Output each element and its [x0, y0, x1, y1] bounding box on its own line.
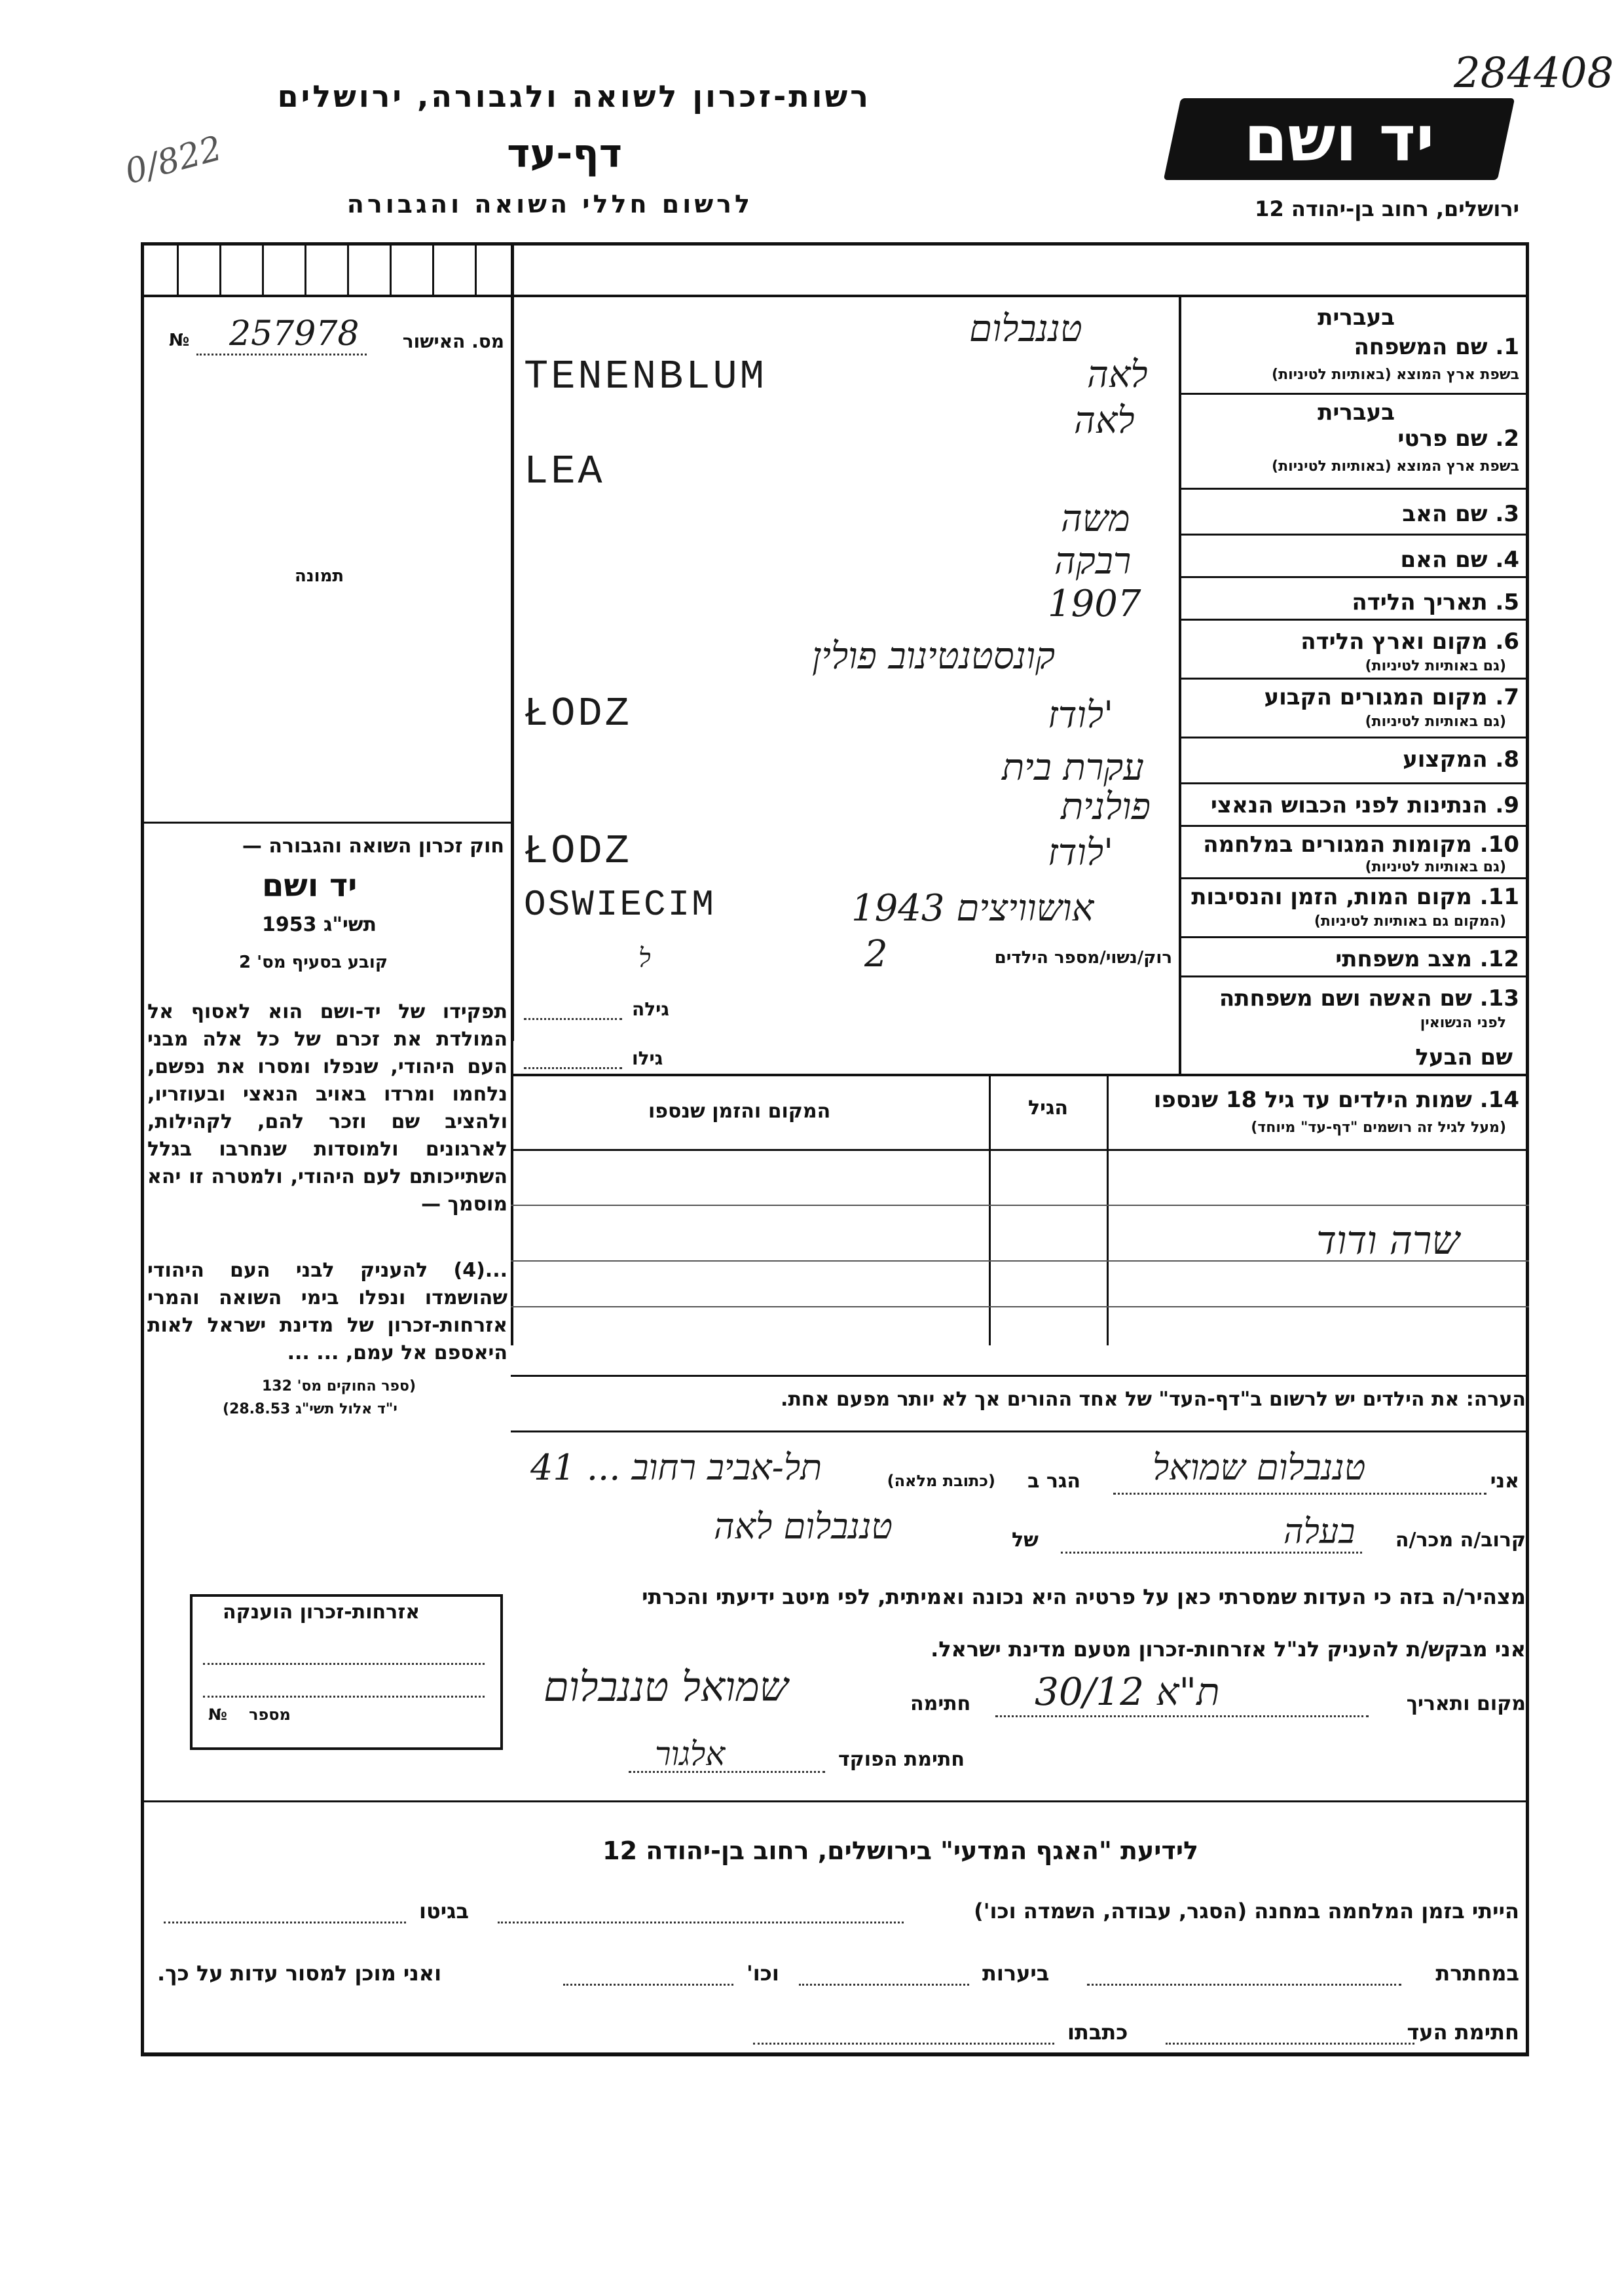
box-divider: [177, 242, 179, 295]
decl-of: של: [1012, 1529, 1039, 1552]
left-panel-divider: [511, 242, 514, 1041]
row-separator: [1179, 737, 1529, 738]
field-10-latin-value: ŁODZ: [524, 828, 632, 875]
place-date-value: ת"א 30/12: [1035, 1669, 1220, 1714]
victim-name-repeat: טננבלום לאה: [714, 1506, 893, 1547]
relation-dotline: [1061, 1552, 1362, 1554]
witness-address-dotline: [753, 2043, 1054, 2045]
row-separator: [1179, 678, 1529, 680]
children-left-border: [511, 1038, 513, 1345]
field-3-label: 3. שם האב: [1402, 501, 1519, 527]
field-12-options: רוק/נשוי/מספר הילדים: [994, 948, 1172, 968]
field-1-sublabel: בשפת ארץ המוצא (באותיות לטיניות): [1272, 367, 1519, 383]
children-col-divider: [989, 1074, 991, 1345]
officer-signature-label: חתימת הפוקד: [838, 1748, 965, 1771]
declarant-relation: בעלה: [1283, 1512, 1356, 1552]
field-6-label: 6. מקום וארץ הלידה: [1301, 629, 1519, 655]
field-11-value: אושוויצים 1943: [851, 887, 1094, 930]
approval-dotline: [196, 354, 367, 355]
frame-left: [141, 242, 144, 2056]
box-divider: [304, 242, 306, 295]
field-5-value: 1907: [1048, 583, 1141, 625]
law-text: תפקידו של יד-ושם הוא לאסוף אל המולדת את זכרם של כל אלה מבני העם היהודי, שנפלו ומסרו את נפשם, נלחמו ומרדו באויב הנאצי ובעוזריו, ולהציב שם וזכר להם, לקהילות, לארגונים ולמוסדות שנחרבו בגלל השתייכותם לעם היהודי, ולמטרה זו יהא מוסמך —: [147, 1000, 507, 1216]
row-separator: [1179, 393, 1529, 395]
husband-label: שם הבעל: [1415, 1044, 1513, 1070]
footer-forests-dotline: [799, 1984, 969, 1986]
law-text-2: ...(4) להעניק לבני העם היהודי שהושמדו ונפלו בימי השואה והמרי אזרחות-זכרון של מדינת ישראל לאות היאספם אל עמם, ... ...: [147, 1259, 507, 1364]
citizenship-number-sign: №: [208, 1705, 227, 1724]
law-title: חוק זכרון השואה והגבורה —: [242, 835, 504, 858]
box-divider: [262, 242, 264, 295]
hebrew-label-2: בעברית: [1318, 399, 1395, 426]
note-text: הערה: את הילדים יש לרשום ב"דף-העד" של אחד ההורים אך לא יותר מפעם אחת.: [781, 1388, 1526, 1411]
field-2-hebrew-value: לאה: [1074, 399, 1135, 442]
field-12-value: 2: [864, 933, 888, 975]
field-9-label: 9. הנתינות לפני הכבוש הנאצי: [1210, 792, 1519, 818]
children-col-place: המקום והזמן שנספו: [648, 1100, 831, 1123]
footer-etc-dotline: [563, 1984, 733, 1986]
decl-relation-label: קרוב/ה מכר/ה: [1395, 1529, 1526, 1552]
field-10-label: 10. מקומות המגורים במלחמה: [1203, 831, 1519, 858]
law-clause: קובע בסעיף מס' 2: [239, 953, 388, 972]
decl-statement: מצהיר/ה בזה כי העדות שמסרתי כאן על פרטיה היא נכונה ואמיתית, לפי מיטב ידיעתי והכרתי: [642, 1584, 1526, 1609]
row-separator: [1179, 975, 1529, 977]
declarant-name-dotline: [1113, 1493, 1486, 1495]
field-3-value: משה: [1061, 498, 1130, 540]
approval-number-sign: №: [169, 331, 190, 350]
field-12-label: 12. מצב משפחתי: [1335, 946, 1519, 972]
wife-age-label: גילה: [632, 998, 669, 1020]
box-divider: [347, 242, 349, 295]
decl-i: אני: [1490, 1470, 1519, 1493]
law-name: יד ושם: [262, 867, 358, 904]
field-2-sublabel: בשפת ארץ המוצא (באותיות לטיניות): [1272, 458, 1519, 475]
footer-underground-dotline: [1087, 1984, 1401, 1986]
box-divider: [432, 242, 434, 295]
decl-request: אני מבקש/ת להעניק לנ"ל אזרחות-זכרון מטעם מדינת ישראל.: [931, 1637, 1526, 1662]
authority-heading: רשות-זכרון לשואה ולגבורה, ירושלים: [277, 79, 871, 114]
field-10-value: לודז': [1048, 831, 1114, 874]
row-separator: [1179, 619, 1529, 621]
field-11-latin-value: OSWIECIM: [524, 884, 716, 926]
row-separator: [1179, 877, 1529, 879]
field-2-label: 2. שם פרטי: [1397, 426, 1519, 452]
box-divider: [390, 242, 392, 295]
form-title: דף-עד: [507, 131, 622, 177]
field-8-value: עקרת בית: [1002, 746, 1144, 789]
footer-ghetto-label: בגיטו: [419, 1899, 469, 1923]
signature-label: חתימה: [910, 1692, 971, 1715]
field-11-sublabel: (המקום גם באותיות לטיניות): [1314, 913, 1506, 930]
approval-label: מס. האישור: [402, 331, 504, 352]
child-names-value: שרה ודוד: [1316, 1218, 1460, 1264]
footer-underground-label: במחתרת: [1435, 1961, 1519, 1986]
approval-number: 257978: [229, 314, 360, 354]
field-7-sublabel: (גם באותיות לטיניות): [1365, 714, 1506, 730]
row-separator: [1179, 825, 1529, 827]
citizenship-dotline: [203, 1696, 485, 1698]
declarant-name: טננבלום שמואל: [1153, 1447, 1366, 1488]
field-1-latin-value: TENENBLUM: [524, 354, 767, 400]
citizenship-dotline: [203, 1663, 485, 1665]
note-bottom-line: [511, 1430, 1529, 1432]
form-subtitle: לרשום חללי השואה והגבורה: [346, 190, 753, 219]
row-separator: [1179, 936, 1529, 938]
note-top-line: [511, 1375, 1529, 1377]
field-4-value: רבקה: [1054, 540, 1132, 583]
field-7-label: 7. מקום המגורים הקבוע: [1264, 684, 1519, 710]
field-13-sublabel: לפני הנשואין: [1420, 1015, 1506, 1031]
law-year: תשי"ג 1953: [262, 913, 377, 936]
field-1-hebrew-repeat: לאה: [1087, 354, 1148, 396]
hebrew-label-1: בעברית: [1318, 304, 1395, 331]
box-divider: [475, 242, 477, 295]
fields-top-line: [511, 295, 1529, 297]
declarant-address: תל-אביב רחוב ... 41: [530, 1447, 822, 1488]
photo-label: תמונה: [295, 566, 344, 586]
field-7-latin-value: ŁODZ: [524, 691, 632, 737]
yad-vashem-logo: [1164, 98, 1515, 180]
husband-age-label: גילו: [632, 1048, 663, 1069]
witness-address-label: כתבתו: [1067, 2020, 1128, 2045]
address: ירושלים, רחוב בן-יהודה 12: [1255, 196, 1519, 221]
footer-etc-label: וכו': [747, 1961, 779, 1986]
logo-text: יד ושם: [1244, 102, 1435, 175]
frame-top: [141, 242, 1529, 246]
field-1-hebrew-value: טננבלום: [969, 308, 1082, 350]
place-date-dotline: [995, 1715, 1369, 1717]
children-row-line: [511, 1306, 1529, 1307]
footer-camp-dotline: [498, 1922, 904, 1923]
row-separator: [1179, 576, 1529, 578]
declarant-signature: שמואל טננבלום: [544, 1663, 788, 1711]
witness-signature-dotline: [1166, 2043, 1414, 2045]
decl-full-address-label: (כתובת מלאה): [887, 1472, 995, 1490]
field-5-label: 5. תאריך הלידה: [1352, 589, 1519, 615]
box-row-bottom: [141, 295, 514, 297]
field-13-label: 13. שם האשה ושם משפחתה: [1219, 985, 1519, 1011]
field-6-value: קונסטנטינוב פולין: [812, 635, 1056, 678]
field-9-value: פולנית: [1061, 786, 1151, 828]
children-col-age: הגיל: [1028, 1097, 1068, 1120]
footer-title: לידיעת "האגף המדעי" בירושלים, רחוב בן-יהודה 12: [602, 1836, 1198, 1865]
citizenship-number-label: מספר: [249, 1705, 291, 1724]
footer-top-line: [141, 1800, 1529, 1802]
frame-bottom: [141, 2052, 1529, 2056]
place-date-label: מקום ותאריך: [1406, 1692, 1526, 1715]
law-reference: (ספר החוקים מס' 132: [262, 1378, 416, 1394]
field-14-sublabel: (מעל לגיל זה רושמים "דף-עד" מיוחד): [1251, 1120, 1506, 1136]
footer-ready-label: ואני מוכן למסור עדות על כך.: [157, 1961, 442, 1986]
children-row-line: [511, 1205, 1529, 1206]
field-10-sublabel: (גם באותיות לטיניות): [1365, 859, 1506, 875]
footer-ghetto-dotline: [164, 1922, 406, 1923]
field-2-latin-value: LEA: [524, 448, 605, 495]
children-section-top: [511, 1074, 1529, 1076]
row-separator: [1179, 488, 1529, 490]
row-separator: [1179, 534, 1529, 536]
field-8-label: 8. המקצוע: [1403, 746, 1519, 773]
decl-lives-in: הגר ב: [1027, 1470, 1080, 1493]
field-4-label: 4. שם האם: [1400, 547, 1519, 573]
law-reference-2: י"ד אלול תשי"ג 28.8.53): [223, 1401, 397, 1417]
left-panel-mid-line: [141, 822, 514, 824]
field-11-label: 11. מקום המות, הזמן והנסיבות: [1191, 884, 1519, 910]
row-separator: [1179, 782, 1529, 784]
citizenship-box-title: אזרחות-זכרון הוענקה: [223, 1601, 420, 1624]
label-column-divider: [1179, 295, 1181, 1074]
children-header-line: [511, 1149, 1529, 1151]
field-7-value: לודז': [1048, 694, 1114, 737]
footer-forests-label: ביערות: [982, 1961, 1050, 1986]
field-14-label: 14. שמות הילדים עד גיל 18 שנספו: [1153, 1087, 1519, 1113]
witness-signature-label: חתימת העד: [1407, 2020, 1519, 2045]
footer-camp-label: הייתי בזמן המלחמה במחנה (הסגר, עבודה, השמדה וכו'): [974, 1899, 1519, 1923]
handwritten-mark: 0/822: [120, 128, 227, 192]
field-6-sublabel: (גם באותיות לטיניות): [1365, 658, 1506, 674]
archive-number: 284408: [1454, 49, 1614, 98]
field-12-mark: ל: [638, 943, 651, 974]
wife-age-dotline: [524, 1018, 622, 1020]
children-col-divider: [1107, 1074, 1109, 1345]
box-divider: [219, 242, 221, 295]
officer-dotline: [629, 1771, 825, 1773]
officer-signature: אלגור: [655, 1735, 726, 1773]
field-1-label: 1. שם המשפחה: [1354, 334, 1519, 360]
husband-age-dotline: [524, 1067, 622, 1069]
